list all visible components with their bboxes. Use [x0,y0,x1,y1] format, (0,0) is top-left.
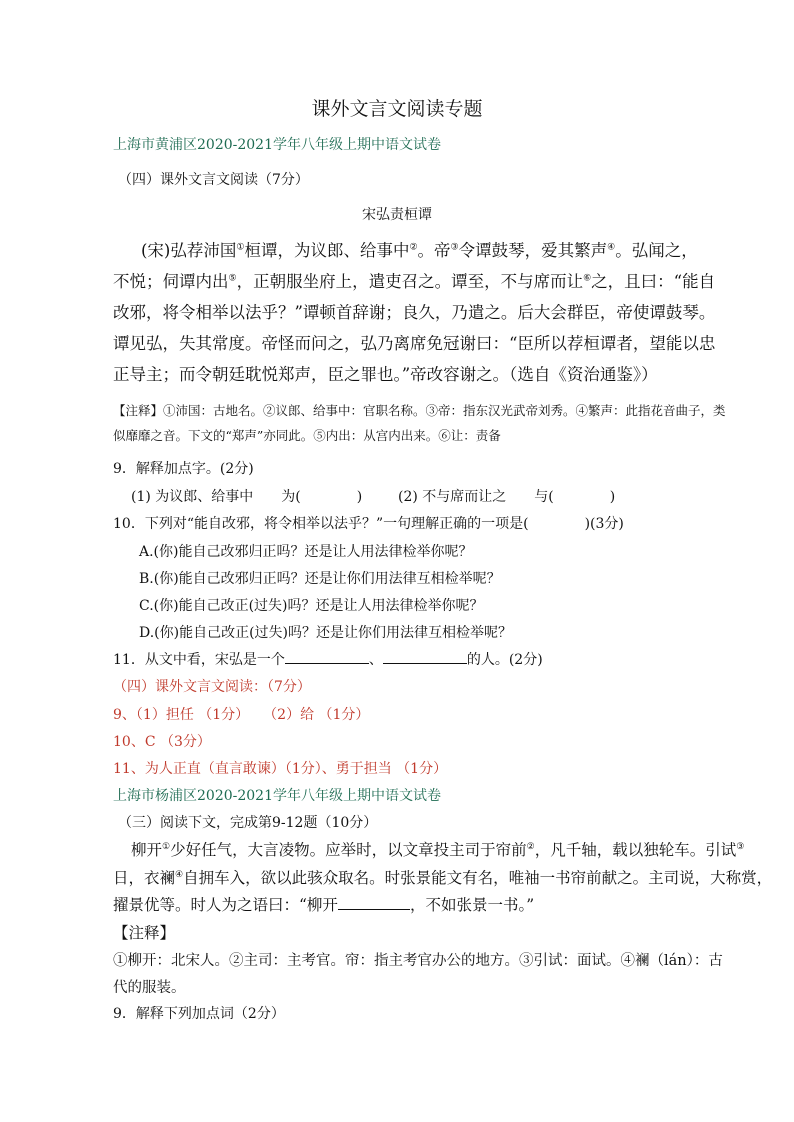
answer-heading: （四）课外文言文阅读：（7分） [113,679,311,695]
passage-line: 日，衣襕④自拥车入，欲以此骇众取名。时张景能文有名，唯袖一书帘前献之。主司说，大称赏， [113,869,773,887]
question-11: 11．从文中看，宋弘是一个 、 的人。(2分) [113,649,543,669]
page-title: 课外文言文阅读专题 [311,98,483,120]
answer-blank[interactable] [338,895,410,910]
question-9: 9．解释加点字。(2分) [113,461,254,477]
question-9: 9．解释下列加点词（2分） [113,1006,285,1022]
passage-line: 柳开①少好任气，大言凌物。应举时，以文章投主司于帘前②，凡千轴，载以独轮车。引试③ [131,841,745,859]
passage-line: 改邪，将令相举以法乎？”谭顿首辞谢；良久，乃遣之。后大会群臣，帝使谭鼓琴。 [113,303,716,322]
option-b: B.(你)能自己改邪归正吗？还是让你们用法律互相检举呢？ [139,571,501,587]
question-10: 10．下列对“能自改邪，将令相举以法乎？”一句理解正确的一项是( )(3分) [113,516,624,532]
answer-11: 11、为人正直（直言敢谏）（1分）、勇于担当 （1分） [113,761,448,777]
section-heading: （三）阅读下文，完成第9-12题（10分） [118,815,378,831]
section-heading: （四）课外文言文阅读（7分） [118,172,309,188]
passage-line: 正导主；而令朝廷耽悦郑声，臣之罪也。”帝改容谢之。（选自《资治通鉴》） [113,365,658,384]
answer-blank[interactable] [285,649,369,664]
answer-9: 9、（1）担任 （1分） （2）给 （1分） [113,707,370,723]
passage-line: 谭见弘，失其常度。帝怪而问之，弘乃离席免冠谢曰：“臣所以荐桓谭者，望能以忠 [113,334,716,353]
source-line: 上海市黄浦区2020-2021学年八年级上期中语文试卷 [113,137,441,153]
annotation-line: 代的服装。 [113,980,186,996]
passage-title: 宋弘责桓谭 [362,207,432,223]
question-9-part-2: (2) 不与席而让之 与( ) [398,489,616,505]
annotation-line: 似靡靡之音。下文的“郑声”亦同此。⑤内出：从宫内出来。⑥让：责备 [113,428,501,443]
annotation-line: ①柳开：北宋人。②主司：主考官。帘：指主考官办公的地方。③引试：面试。④襕（lán）：古 [113,953,723,969]
passage-line: 不悦；伺谭内出⑤，正朝服坐府上，遣吏召之。谭至，不与席而让⑥之，且曰：“能自 [113,272,716,291]
option-a: A.(你)能自己改邪归正吗？还是让人用法律检举你呢？ [139,544,473,560]
annotation-heading: 【注释】 [113,924,176,942]
option-d: D.(你)能自己改正(过失)吗？还是让你们用法律互相检举呢？ [139,625,513,641]
annotation-line: 【注释】①沛国：古地名。②议郎、给事中：官职名称。③帝：指东汉光武帝刘秀。④繁声：此指花音曲子，类 [113,403,726,418]
passage-line: (宋)弘荐沛国①桓谭，为议郎、给事中②。帝③令谭鼓琴，爱其繁声④。弘闻之， [141,241,698,260]
question-9-part-1: (1) 为议郎、给事中 为( ) [131,489,363,505]
source-line: 上海市杨浦区2020-2021学年八年级上期中语文试卷 [113,788,441,804]
answer-blank[interactable] [383,649,467,664]
option-c: C.(你)能自己改正(过失)吗？还是让人用法律检举你呢？ [139,598,484,614]
passage-line: 擢景优等。时人为之语曰：“柳开 ，不如张景一书。” [113,896,535,914]
answer-10: 10、C （3分） [113,734,211,750]
